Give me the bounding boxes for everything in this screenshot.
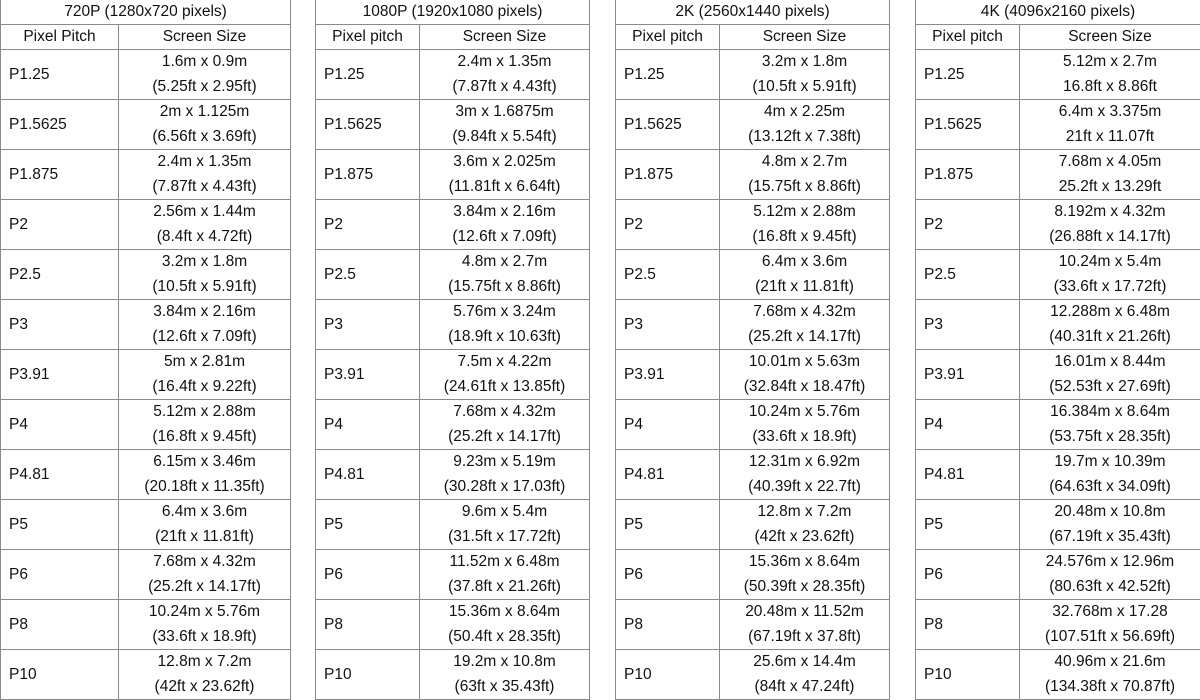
size-metric: 7.68m x 4.32m bbox=[420, 400, 589, 425]
size-metric: 2m x 1.125m bbox=[119, 100, 290, 125]
resolution-table bbox=[315, 0, 590, 700]
screen-size-cell bbox=[720, 200, 890, 250]
table-row bbox=[916, 600, 1200, 650]
pixel-pitch-cell: P3.91 bbox=[316, 350, 420, 400]
table-row bbox=[616, 200, 890, 250]
size-imperial: (16.8ft x 9.45ft) bbox=[720, 225, 889, 250]
size-imperial: (25.2ft x 14.17ft) bbox=[720, 325, 889, 350]
table-row bbox=[916, 400, 1200, 450]
table-row bbox=[616, 150, 890, 200]
size-metric: 32.768m x 17.28 bbox=[1020, 600, 1200, 625]
size-imperial: (50.39ft x 28.35ft) bbox=[720, 575, 889, 600]
pixel-pitch-cell: P10 bbox=[916, 650, 1020, 700]
screen-size-cell bbox=[420, 550, 590, 600]
size-metric: 12.8m x 7.2m bbox=[720, 500, 889, 525]
table-row bbox=[916, 550, 1200, 600]
screen-size-cell bbox=[1020, 400, 1200, 450]
screen-size-cell bbox=[420, 400, 590, 450]
table-row bbox=[616, 500, 890, 550]
screen-size-cell bbox=[720, 550, 890, 600]
screen-size-cell bbox=[720, 400, 890, 450]
size-imperial: (24.61ft x 13.85ft) bbox=[420, 375, 589, 400]
pixel-pitch-cell: P1.25 bbox=[616, 50, 720, 100]
screen-size-cell bbox=[720, 500, 890, 550]
table-row bbox=[916, 500, 1200, 550]
screen-size-cell bbox=[720, 600, 890, 650]
table-row bbox=[616, 450, 890, 500]
resolution-title: 720P (1280x720 pixels) bbox=[1, 0, 291, 25]
screen-size-cell bbox=[119, 50, 291, 100]
screen-size-cell bbox=[420, 450, 590, 500]
size-metric: 5.12m x 2.88m bbox=[119, 400, 290, 425]
size-imperial: (67.19ft x 35.43ft) bbox=[1020, 525, 1200, 550]
table-row bbox=[616, 350, 890, 400]
pixel-pitch-cell: P4.81 bbox=[916, 450, 1020, 500]
table-row bbox=[1, 250, 291, 300]
screen-size-cell bbox=[119, 250, 291, 300]
size-metric: 7.68m x 4.32m bbox=[119, 550, 290, 575]
screen-size-header: Screen Size bbox=[1020, 25, 1200, 50]
table-row bbox=[1, 400, 291, 450]
size-metric: 10.24m x 5.76m bbox=[119, 600, 290, 625]
table-row bbox=[916, 650, 1200, 700]
screen-size-cell bbox=[420, 350, 590, 400]
pixel-pitch-cell: P1.25 bbox=[916, 50, 1020, 100]
screen-size-cell bbox=[119, 150, 291, 200]
size-metric: 6.4m x 3.6m bbox=[119, 500, 290, 525]
pixel-pitch-cell: P2 bbox=[316, 200, 420, 250]
pixel-pitch-cell: P2.5 bbox=[316, 250, 420, 300]
pixel-pitch-cell: P8 bbox=[1, 600, 119, 650]
size-metric: 40.96m x 21.6m bbox=[1020, 650, 1200, 675]
size-metric: 6.15m x 3.46m bbox=[119, 450, 290, 475]
pixel-pitch-cell: P3 bbox=[1, 300, 119, 350]
pixel-pitch-cell: P3.91 bbox=[916, 350, 1020, 400]
screen-size-header: Screen Size bbox=[420, 25, 590, 50]
screen-size-cell bbox=[1020, 350, 1200, 400]
size-imperial: (5.25ft x 2.95ft) bbox=[119, 75, 290, 100]
table-row bbox=[316, 650, 590, 700]
size-imperial: (21ft x 11.81ft) bbox=[720, 275, 889, 300]
size-metric: 3.2m x 1.8m bbox=[720, 50, 889, 75]
table-row bbox=[916, 300, 1200, 350]
size-metric: 2.4m x 1.35m bbox=[420, 50, 589, 75]
table-row bbox=[616, 100, 890, 150]
screen-size-cell bbox=[720, 350, 890, 400]
table-row bbox=[1, 600, 291, 650]
size-imperial: (33.6ft x 18.9ft) bbox=[720, 425, 889, 450]
table-row bbox=[1, 100, 291, 150]
resolution-table bbox=[0, 0, 291, 700]
size-imperial: (52.53ft x 27.69ft) bbox=[1020, 375, 1200, 400]
pixel-pitch-cell: P3 bbox=[616, 300, 720, 350]
size-imperial: (40.31ft x 21.26ft) bbox=[1020, 325, 1200, 350]
pixel-pitch-cell: P4 bbox=[316, 400, 420, 450]
pixel-pitch-cell: P5 bbox=[1, 500, 119, 550]
size-metric: 5.12m x 2.88m bbox=[720, 200, 889, 225]
size-imperial: (6.56ft x 3.69ft) bbox=[119, 125, 290, 150]
screen-size-cell bbox=[119, 100, 291, 150]
pixel-pitch-cell: P6 bbox=[316, 550, 420, 600]
screen-size-cell bbox=[1020, 550, 1200, 600]
size-imperial: (134.38ft x 70.87ft) bbox=[1020, 675, 1200, 700]
size-imperial: (8.4ft x 4.72ft) bbox=[119, 225, 290, 250]
size-imperial: (80.63ft x 42.52ft) bbox=[1020, 575, 1200, 600]
size-metric: 5m x 2.81m bbox=[119, 350, 290, 375]
pixel-pitch-cell: P4 bbox=[616, 400, 720, 450]
pixel-pitch-cell: P10 bbox=[1, 650, 119, 700]
size-metric: 12.8m x 7.2m bbox=[119, 650, 290, 675]
pixel-pitch-cell: P8 bbox=[616, 600, 720, 650]
size-metric: 5.76m x 3.24m bbox=[420, 300, 589, 325]
size-imperial: (50.4ft x 28.35ft) bbox=[420, 625, 589, 650]
resolution-title: 4K (4096x2160 pixels) bbox=[916, 0, 1200, 25]
size-metric: 10.24m x 5.4m bbox=[1020, 250, 1200, 275]
screen-size-cell bbox=[119, 550, 291, 600]
table-row bbox=[316, 250, 590, 300]
pixel-pitch-cell: P3.91 bbox=[1, 350, 119, 400]
table-row bbox=[1, 200, 291, 250]
pixel-pitch-header: Pixel pitch bbox=[316, 25, 420, 50]
pixel-pitch-cell: P4 bbox=[916, 400, 1020, 450]
size-metric: 10.01m x 5.63m bbox=[720, 350, 889, 375]
size-imperial: 25.2ft x 13.29ft bbox=[1020, 175, 1200, 200]
size-metric: 19.7m x 10.39m bbox=[1020, 450, 1200, 475]
size-imperial: (21ft x 11.81ft) bbox=[119, 525, 290, 550]
pixel-pitch-cell: P1.875 bbox=[316, 150, 420, 200]
table-row bbox=[1, 300, 291, 350]
pixel-pitch-cell: P4.81 bbox=[1, 450, 119, 500]
size-metric: 10.24m x 5.76m bbox=[720, 400, 889, 425]
screen-size-cell bbox=[1020, 600, 1200, 650]
pixel-pitch-cell: P1.875 bbox=[916, 150, 1020, 200]
screen-size-cell bbox=[420, 600, 590, 650]
pixel-pitch-cell: P8 bbox=[916, 600, 1020, 650]
size-imperial: (67.19ft x 37.8ft) bbox=[720, 625, 889, 650]
screen-size-cell bbox=[119, 500, 291, 550]
pixel-pitch-cell: P4.81 bbox=[616, 450, 720, 500]
screen-size-cell bbox=[119, 600, 291, 650]
size-imperial: (40.39ft x 22.7ft) bbox=[720, 475, 889, 500]
table-row bbox=[316, 600, 590, 650]
size-metric: 7.5m x 4.22m bbox=[420, 350, 589, 375]
screen-size-cell bbox=[420, 250, 590, 300]
screen-size-cell bbox=[420, 200, 590, 250]
size-imperial: (64.63ft x 34.09ft) bbox=[1020, 475, 1200, 500]
size-imperial: (15.75ft x 8.86ft) bbox=[420, 275, 589, 300]
size-imperial: (12.6ft x 7.09ft) bbox=[119, 325, 290, 350]
table-row bbox=[616, 250, 890, 300]
size-imperial: (63ft x 35.43ft) bbox=[420, 675, 589, 700]
table-row bbox=[316, 500, 590, 550]
pixel-pitch-cell: P4 bbox=[1, 400, 119, 450]
size-imperial: (31.5ft x 17.72ft) bbox=[420, 525, 589, 550]
size-imperial: (12.6ft x 7.09ft) bbox=[420, 225, 589, 250]
size-imperial: (7.87ft x 4.43ft) bbox=[119, 175, 290, 200]
table-row bbox=[916, 150, 1200, 200]
table-row bbox=[1, 50, 291, 100]
size-metric: 7.68m x 4.05m bbox=[1020, 150, 1200, 175]
screen-size-cell bbox=[420, 50, 590, 100]
size-imperial: (16.8ft x 9.45ft) bbox=[119, 425, 290, 450]
pixel-pitch-cell: P1.25 bbox=[316, 50, 420, 100]
pixel-pitch-cell: P2.5 bbox=[1, 250, 119, 300]
size-metric: 4.8m x 2.7m bbox=[720, 150, 889, 175]
size-imperial: (11.81ft x 6.64ft) bbox=[420, 175, 589, 200]
size-metric: 9.23m x 5.19m bbox=[420, 450, 589, 475]
screen-size-cell bbox=[720, 50, 890, 100]
screen-size-cell bbox=[1020, 250, 1200, 300]
size-metric: 5.12m x 2.7m bbox=[1020, 50, 1200, 75]
size-metric: 4m x 2.25m bbox=[720, 100, 889, 125]
screen-size-cell bbox=[119, 200, 291, 250]
size-metric: 4.8m x 2.7m bbox=[420, 250, 589, 275]
table-row bbox=[1, 500, 291, 550]
screen-size-cell bbox=[420, 500, 590, 550]
size-metric: 3.84m x 2.16m bbox=[119, 300, 290, 325]
screen-size-cell bbox=[1020, 450, 1200, 500]
screen-size-cell bbox=[1020, 650, 1200, 700]
size-metric: 20.48m x 10.8m bbox=[1020, 500, 1200, 525]
screen-size-cell bbox=[720, 250, 890, 300]
size-imperial: (42ft x 23.62ft) bbox=[119, 675, 290, 700]
screen-size-cell bbox=[1020, 50, 1200, 100]
size-imperial: (84ft x 47.24ft) bbox=[720, 675, 889, 700]
size-metric: 16.01m x 8.44m bbox=[1020, 350, 1200, 375]
screen-size-cell bbox=[1020, 150, 1200, 200]
table-row bbox=[916, 200, 1200, 250]
size-imperial: (25.2ft x 14.17ft) bbox=[420, 425, 589, 450]
size-imperial: (32.84ft x 18.47ft) bbox=[720, 375, 889, 400]
size-imperial: (53.75ft x 28.35ft) bbox=[1020, 425, 1200, 450]
table-row bbox=[1, 150, 291, 200]
size-metric: 16.384m x 8.64m bbox=[1020, 400, 1200, 425]
table-row bbox=[1, 650, 291, 700]
size-imperial: (26.88ft x 14.17ft) bbox=[1020, 225, 1200, 250]
screen-size-cell bbox=[420, 650, 590, 700]
screen-size-cell bbox=[119, 400, 291, 450]
pixel-pitch-cell: P6 bbox=[1, 550, 119, 600]
pixel-pitch-cell: P2 bbox=[916, 200, 1020, 250]
pixel-pitch-cell: P2 bbox=[616, 200, 720, 250]
size-imperial: (20.18ft x 11.35ft) bbox=[119, 475, 290, 500]
size-imperial: (7.87ft x 4.43ft) bbox=[420, 75, 589, 100]
size-metric: 9.6m x 5.4m bbox=[420, 500, 589, 525]
pixel-pitch-cell: P1.5625 bbox=[916, 100, 1020, 150]
table-row bbox=[616, 550, 890, 600]
table-row bbox=[316, 350, 590, 400]
screen-size-cell bbox=[119, 650, 291, 700]
screen-size-cell bbox=[1020, 100, 1200, 150]
table-row bbox=[916, 450, 1200, 500]
size-metric: 2.56m x 1.44m bbox=[119, 200, 290, 225]
pixel-pitch-cell: P1.5625 bbox=[1, 100, 119, 150]
size-metric: 20.48m x 11.52m bbox=[720, 600, 889, 625]
screen-size-cell bbox=[720, 100, 890, 150]
pixel-pitch-header: Pixel Pitch bbox=[1, 25, 119, 50]
screen-size-cell bbox=[720, 650, 890, 700]
size-imperial: (18.9ft x 10.63ft) bbox=[420, 325, 589, 350]
table-row bbox=[316, 100, 590, 150]
size-metric: 8.192m x 4.32m bbox=[1020, 200, 1200, 225]
resolution-title: 1080P (1920x1080 pixels) bbox=[316, 0, 590, 25]
table-row bbox=[316, 550, 590, 600]
table-row bbox=[616, 600, 890, 650]
pixel-pitch-cell: P1.875 bbox=[1, 150, 119, 200]
pixel-pitch-cell: P1.25 bbox=[1, 50, 119, 100]
table-row bbox=[616, 400, 890, 450]
table-row bbox=[616, 50, 890, 100]
table-row bbox=[616, 650, 890, 700]
size-metric: 3.84m x 2.16m bbox=[420, 200, 589, 225]
screen-size-cell bbox=[119, 350, 291, 400]
pixel-pitch-cell: P5 bbox=[616, 500, 720, 550]
table-row bbox=[1, 450, 291, 500]
pixel-pitch-cell: P10 bbox=[316, 650, 420, 700]
size-imperial: 16.8ft x 8.86ft bbox=[1020, 75, 1200, 100]
size-imperial: 21ft x 11.07ft bbox=[1020, 125, 1200, 150]
size-metric: 25.6m x 14.4m bbox=[720, 650, 889, 675]
screen-size-cell bbox=[720, 450, 890, 500]
size-imperial: (33.6ft x 18.9ft) bbox=[119, 625, 290, 650]
size-metric: 3.2m x 1.8m bbox=[119, 250, 290, 275]
size-imperial: (16.4ft x 9.22ft) bbox=[119, 375, 290, 400]
size-metric: 6.4m x 3.6m bbox=[720, 250, 889, 275]
pixel-pitch-header: Pixel pitch bbox=[616, 25, 720, 50]
size-metric: 24.576m x 12.96m bbox=[1020, 550, 1200, 575]
pixel-pitch-cell: P1.5625 bbox=[616, 100, 720, 150]
size-imperial: (30.28ft x 17.03ft) bbox=[420, 475, 589, 500]
pixel-pitch-cell: P2 bbox=[1, 200, 119, 250]
size-metric: 15.36m x 8.64m bbox=[420, 600, 589, 625]
pixel-pitch-header: Pixel pitch bbox=[916, 25, 1020, 50]
size-imperial: (33.6ft x 17.72ft) bbox=[1020, 275, 1200, 300]
pixel-pitch-cell: P3 bbox=[916, 300, 1020, 350]
screen-size-header: Screen Size bbox=[119, 25, 291, 50]
screen-size-cell bbox=[1020, 500, 1200, 550]
size-metric: 3.6m x 2.025m bbox=[420, 150, 589, 175]
size-imperial: (107.51ft x 56.69ft) bbox=[1020, 625, 1200, 650]
size-imperial: (25.2ft x 14.17ft) bbox=[119, 575, 290, 600]
size-imperial: (10.5ft x 5.91ft) bbox=[119, 275, 290, 300]
size-imperial: (42ft x 23.62ft) bbox=[720, 525, 889, 550]
table-row bbox=[316, 450, 590, 500]
screen-size-cell bbox=[119, 450, 291, 500]
screen-size-header: Screen Size bbox=[720, 25, 890, 50]
size-imperial: (37.8ft x 21.26ft) bbox=[420, 575, 589, 600]
resolution-title: 2K (2560x1440 pixels) bbox=[616, 0, 890, 25]
screen-size-cell bbox=[420, 100, 590, 150]
size-metric: 12.288m x 6.48m bbox=[1020, 300, 1200, 325]
table-row bbox=[316, 400, 590, 450]
size-metric: 3m x 1.6875m bbox=[420, 100, 589, 125]
pixel-pitch-cell: P1.875 bbox=[616, 150, 720, 200]
size-metric: 19.2m x 10.8m bbox=[420, 650, 589, 675]
size-metric: 7.68m x 4.32m bbox=[720, 300, 889, 325]
size-imperial: (15.75ft x 8.86ft) bbox=[720, 175, 889, 200]
size-imperial: (9.84ft x 5.54ft) bbox=[420, 125, 589, 150]
pixel-pitch-cell: P5 bbox=[316, 500, 420, 550]
size-imperial: (13.12ft x 7.38ft) bbox=[720, 125, 889, 150]
screen-size-cell bbox=[119, 300, 291, 350]
pixel-pitch-cell: P6 bbox=[916, 550, 1020, 600]
table-row bbox=[316, 150, 590, 200]
resolution-table bbox=[915, 0, 1200, 700]
screen-size-cell bbox=[720, 150, 890, 200]
pixel-pitch-cell: P2.5 bbox=[916, 250, 1020, 300]
pixel-pitch-cell: P8 bbox=[316, 600, 420, 650]
table-row bbox=[1, 550, 291, 600]
size-metric: 2.4m x 1.35m bbox=[119, 150, 290, 175]
table-row bbox=[916, 350, 1200, 400]
size-metric: 12.31m x 6.92m bbox=[720, 450, 889, 475]
screen-size-cell bbox=[420, 150, 590, 200]
table-row bbox=[316, 300, 590, 350]
pixel-pitch-cell: P2.5 bbox=[616, 250, 720, 300]
pixel-pitch-cell: P3.91 bbox=[616, 350, 720, 400]
size-metric: 6.4m x 3.375m bbox=[1020, 100, 1200, 125]
size-metric: 1.6m x 0.9m bbox=[119, 50, 290, 75]
table-row bbox=[916, 100, 1200, 150]
pixel-pitch-cell: P6 bbox=[616, 550, 720, 600]
size-imperial: (10.5ft x 5.91ft) bbox=[720, 75, 889, 100]
pixel-pitch-cell: P3 bbox=[316, 300, 420, 350]
size-metric: 15.36m x 8.64m bbox=[720, 550, 889, 575]
table-row bbox=[916, 50, 1200, 100]
pixel-pitch-cell: P4.81 bbox=[316, 450, 420, 500]
table-row bbox=[316, 200, 590, 250]
screen-size-cell bbox=[1020, 200, 1200, 250]
screen-size-cell bbox=[720, 300, 890, 350]
resolution-table bbox=[615, 0, 890, 700]
screen-size-cell bbox=[1020, 300, 1200, 350]
table-row bbox=[1, 350, 291, 400]
pixel-pitch-cell: P1.5625 bbox=[316, 100, 420, 150]
pixel-pitch-cell: P10 bbox=[616, 650, 720, 700]
screen-size-cell bbox=[420, 300, 590, 350]
table-row bbox=[316, 50, 590, 100]
table-row bbox=[616, 300, 890, 350]
pixel-pitch-cell: P5 bbox=[916, 500, 1020, 550]
size-metric: 11.52m x 6.48m bbox=[420, 550, 589, 575]
table-row bbox=[916, 250, 1200, 300]
